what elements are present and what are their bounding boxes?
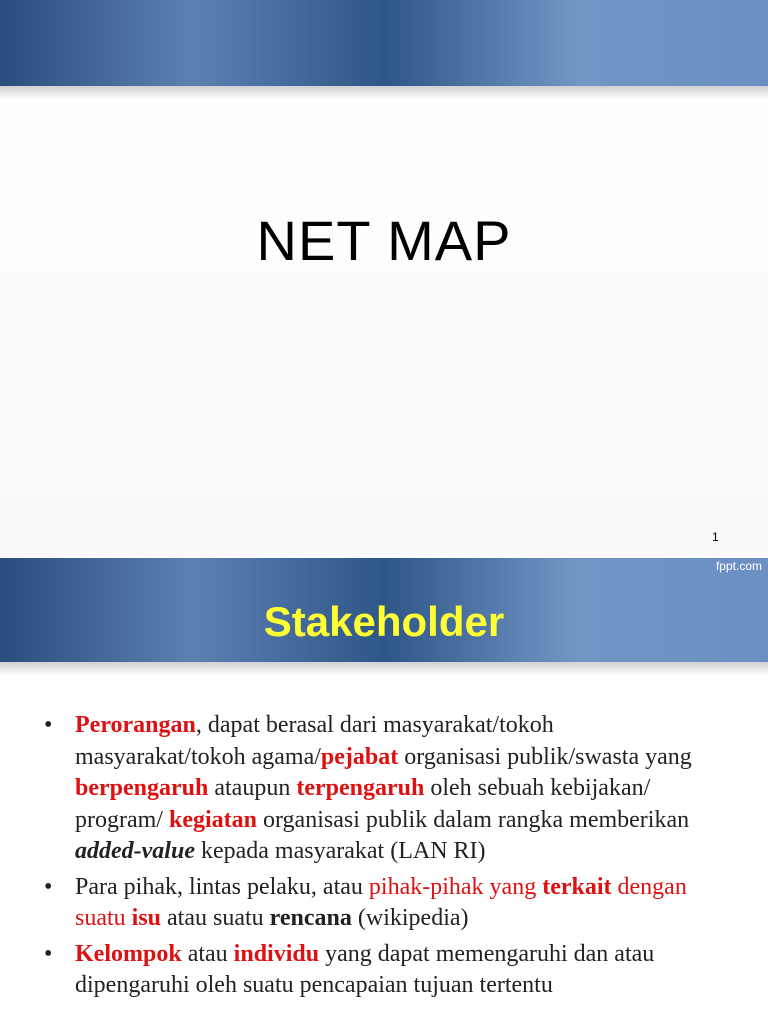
brand-watermark: fppt.com xyxy=(715,559,762,573)
bullet-text-segment: Para pihak, lintas pelaku, atau xyxy=(75,873,369,900)
bullet-text-segment: rencana xyxy=(269,905,352,931)
bullet-list xyxy=(44,710,724,1006)
bullet-text-segment: oleh sebuah kebijakan/ program/ xyxy=(75,775,651,833)
page-number: 1 xyxy=(712,530,719,544)
bullet-text-segment: isu xyxy=(131,905,162,931)
slide-1-banner xyxy=(0,0,768,86)
slide-2-title: Stakeholder xyxy=(263,598,505,645)
slide-2 xyxy=(0,558,768,1024)
bullet-marker: • xyxy=(44,873,53,900)
bullet-text-segment: atau suatu xyxy=(161,905,270,931)
bullet-text-segment: kepada masyarakat (LAN RI) xyxy=(194,838,486,864)
bullet-text-segment: Perorangan xyxy=(75,712,196,738)
bullet-text-segment: atau xyxy=(181,940,234,967)
bullet-text-segment: terpengaruh xyxy=(296,775,425,801)
bullet-text-segment: kegiatan xyxy=(168,806,257,833)
bullet-marker: • xyxy=(44,940,53,967)
bullet-item xyxy=(44,710,724,868)
bullet-text-segment: ataupun xyxy=(208,775,297,801)
bullet-text-segment: Kelompok xyxy=(75,940,182,967)
bullet-item xyxy=(44,939,724,1002)
bullet-item xyxy=(44,872,724,935)
bullet-text-segment: berpengaruh xyxy=(75,775,209,801)
bullet-marker: • xyxy=(44,712,53,738)
slide-1-title: NET MAP xyxy=(256,209,512,272)
bullet-text-segment: pejabat xyxy=(320,743,399,770)
bullet-text-segment: (wikipedia) xyxy=(351,905,469,931)
bullet-text-segment: organisasi publik/swasta yang xyxy=(398,743,692,770)
bullet-text-segment: terkait xyxy=(542,873,612,900)
bullet-text-segment: individu xyxy=(233,940,320,967)
bullet-text-segment: pihak-pihak yang xyxy=(368,873,543,900)
bullet-text-segment: dengan suatu xyxy=(75,873,687,931)
bullet-text-segment: , dapat berasal dari masyarakat/tokoh masyarakat/tokoh agama/ xyxy=(75,712,554,770)
bullet-text-segment: added-value xyxy=(75,838,195,864)
bullet-text-segment: organisasi publik dalam rangka memberikan xyxy=(257,806,690,833)
bullet-text-segment: yang dapat memengaruhi dan atau dipengaruhi oleh suatu pencapaian tujuan tertentu xyxy=(75,940,655,998)
